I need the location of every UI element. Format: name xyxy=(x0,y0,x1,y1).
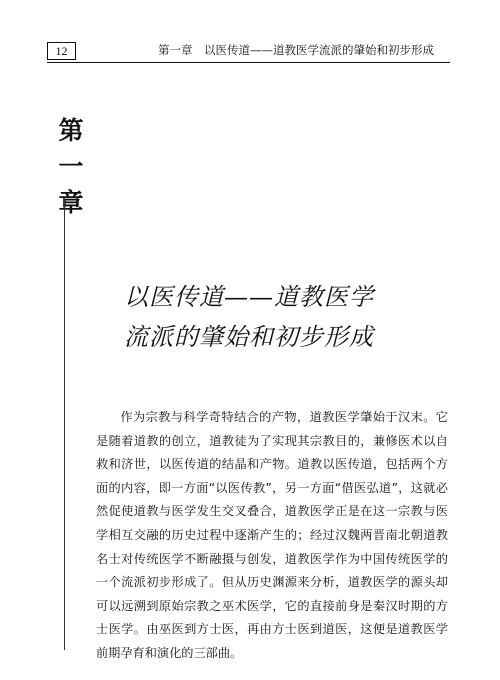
running-header: 第一章 以医传道——道教医学流派的肇始和初步形成 xyxy=(158,43,434,57)
body-paragraph: 作为宗教与科学奇特结合的产物，道教医学肇始于汉末。它是随着道教的创立，道教徒为了实现其宗教目的，兼修医术以自救和济世，以医传道的结晶和产物。道教以医传道，包括两个方面的内容，即一方面“以医传教”，另一方面“借医弘道”，这就必然促使道教与医学发生交叉叠合，道教医学正是在这一宗教与医学相互交融的历史过程中逐渐产生的；经过汉魏两晋南北朝道教名士对传统医学不断融摄与创发，道教医学作为中国传统医学的一个流派初步形成了。但从历史渊源来分析，道教医学的源头却可以远溯到原始宗教之巫术医学，它的直接前身是秦汉时期的方士医学。由巫医到方士医，再由方士医到道医，这便是道教医学前期孕育和演化的三部曲。 xyxy=(96,410,448,660)
body-text xyxy=(96,406,448,666)
page-number: 12 xyxy=(47,42,76,60)
chapter-title xyxy=(124,277,374,357)
chapter-marker-char: 第 xyxy=(58,116,84,145)
chapter-marker-char: 一 xyxy=(58,152,84,181)
chapter-title-line: 以医传道——道教医学 xyxy=(124,283,374,311)
chapter-marker-char: 章 xyxy=(58,188,84,217)
chapter-title-line: 流派的肇始和初步形成 xyxy=(124,323,374,351)
header-rule xyxy=(47,62,450,63)
chapter-marker xyxy=(56,113,86,221)
side-rule xyxy=(64,198,65,650)
